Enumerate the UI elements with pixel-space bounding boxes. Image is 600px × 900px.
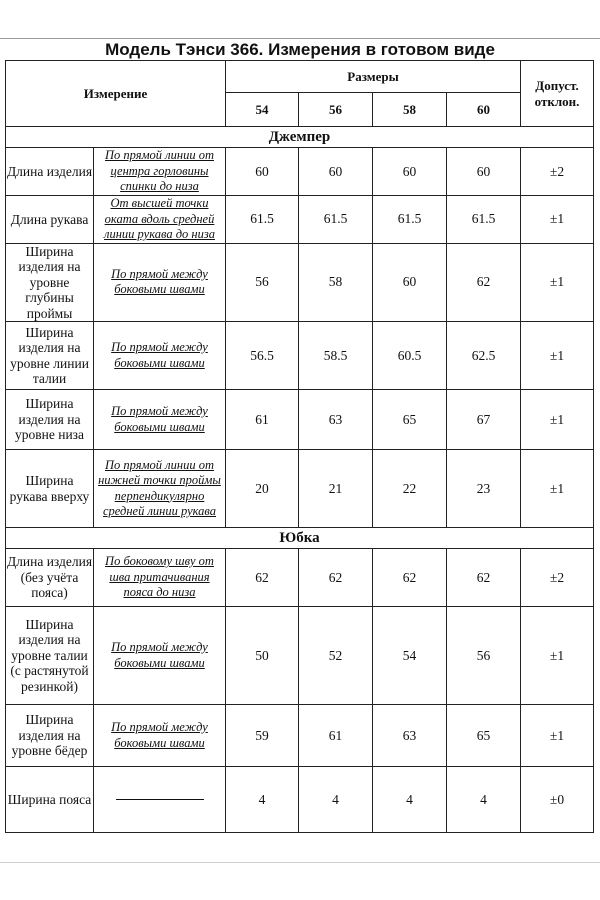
measurement-name: Длина рукава [6,196,94,244]
size-value: 50 [226,607,299,705]
tolerance-value: ±2 [521,148,594,196]
bottom-border [0,862,600,863]
size-value: 60 [373,243,447,322]
table-row [6,607,594,705]
measurement-method [94,243,226,322]
measurement-name: Ширина изделия на уровне бёдер [6,705,94,767]
size-value: 65 [447,705,521,767]
method-text: По прямой между боковыми швами [111,340,208,370]
size-value: 56.5 [226,322,299,390]
method-text: По прямой между боковыми швами [111,720,208,750]
table-row [6,322,594,390]
method-text: По прямой между боковыми швами [111,266,208,297]
header-tolerance [521,61,594,127]
size-value: 63 [299,390,373,450]
size-value: 4 [299,767,373,833]
size-value: 54 [373,607,447,705]
size-value: 62.5 [447,322,521,390]
size-header: 58 [373,93,447,127]
size-value: 56 [226,243,299,322]
measurement-method [94,549,226,607]
table-body [6,127,594,833]
measurement-method [94,196,226,244]
size-value: 21 [299,450,373,528]
size-header: 60 [447,93,521,127]
measurement-method [94,705,226,767]
measurement-name: Ширина изделия на уровне низа [6,390,94,450]
measurements-table [5,60,594,833]
method-text: По прямой между боковыми швами [111,640,208,670]
size-value: 62 [447,243,521,322]
size-value: 62 [226,549,299,607]
size-value: 60.5 [373,322,447,390]
size-value: 4 [226,767,299,833]
header-tolerance-line2: отклон. [534,93,580,109]
tolerance-value: ±2 [521,549,594,607]
size-value: 20 [226,450,299,528]
size-header: 56 [299,93,373,127]
size-value: 63 [373,705,447,767]
size-value: 22 [373,450,447,528]
measurement-name: Ширина пояса [6,767,94,833]
tolerance-value: ±1 [521,243,594,322]
table-row [6,705,594,767]
method-text: По боковому шву от шва притачивания пояса до низа [105,554,214,600]
tolerance-value: ±1 [521,322,594,390]
top-border [0,38,600,39]
table-row [6,767,594,833]
size-value: 4 [447,767,521,833]
section-row [6,528,594,549]
section-title: Джемпер [6,127,594,148]
tolerance-value: ±1 [521,390,594,450]
size-value: 67 [447,390,521,450]
header-sizes: Размеры [226,61,521,93]
size-header: 54 [226,93,299,127]
size-value: 59 [226,705,299,767]
size-value: 62 [299,549,373,607]
header-measurement: Измерение [6,61,226,127]
table-row [6,390,594,450]
size-value: 61.5 [373,196,447,244]
table-row [6,196,594,244]
measurement-method [94,450,226,528]
size-value: 62 [447,549,521,607]
method-text: По прямой между боковыми швами [111,404,208,434]
tolerance-value: ±1 [521,607,594,705]
tolerance-value: ±1 [521,450,594,528]
measurement-method [94,148,226,196]
page-title: Модель Тэнси 366. Измерения в готовом виде [105,40,495,59]
measurement-name: Ширина изделия на уровне талии (с растянутой резинкой) [6,607,94,705]
measurement-method [94,607,226,705]
size-value: 60 [299,148,373,196]
size-value: 61 [299,705,373,767]
tolerance-value: ±1 [521,196,594,244]
table-row [6,148,594,196]
tolerance-value: ±0 [521,767,594,833]
measurement-method [94,322,226,390]
table-row [6,243,594,322]
method-text: По прямой линии от нижней точки проймы перпендикулярно средней линии рукава [98,457,221,518]
size-value: 62 [373,549,447,607]
section-row [6,127,594,148]
size-value: 56 [447,607,521,705]
empty-method-line [116,799,204,800]
size-value: 61.5 [299,196,373,244]
method-text: По прямой линии от центра горловины спинки до низа [105,148,214,194]
measurement-method [94,390,226,450]
measurement-name: Ширина изделия на уровне линии талии [6,322,94,390]
size-value: 61 [226,390,299,450]
measurement-name: Ширина изделия на уровне глубины проймы [6,243,94,322]
size-value: 60 [447,148,521,196]
measurement-method [94,767,226,833]
measurement-name: Ширина рукава вверху [6,450,94,528]
tolerance-value: ±1 [521,705,594,767]
measurement-name: Длина изделия (без учёта пояса) [6,549,94,607]
section-title: Юбка [6,528,594,549]
table-row [6,549,594,607]
size-value: 65 [373,390,447,450]
measurement-name: Длина изделия [6,148,94,196]
size-value: 4 [373,767,447,833]
size-value: 61.5 [447,196,521,244]
header-tolerance-line1: Допуст. [535,77,579,93]
method-text: От высшей точки оката вдоль средней линии рукава до низа [104,196,215,241]
size-value: 58 [299,243,373,322]
size-value: 23 [447,450,521,528]
size-value: 60 [226,148,299,196]
size-value: 52 [299,607,373,705]
table-row [6,450,594,528]
size-value: 58.5 [299,322,373,390]
size-value: 60 [373,148,447,196]
size-value: 61.5 [226,196,299,244]
